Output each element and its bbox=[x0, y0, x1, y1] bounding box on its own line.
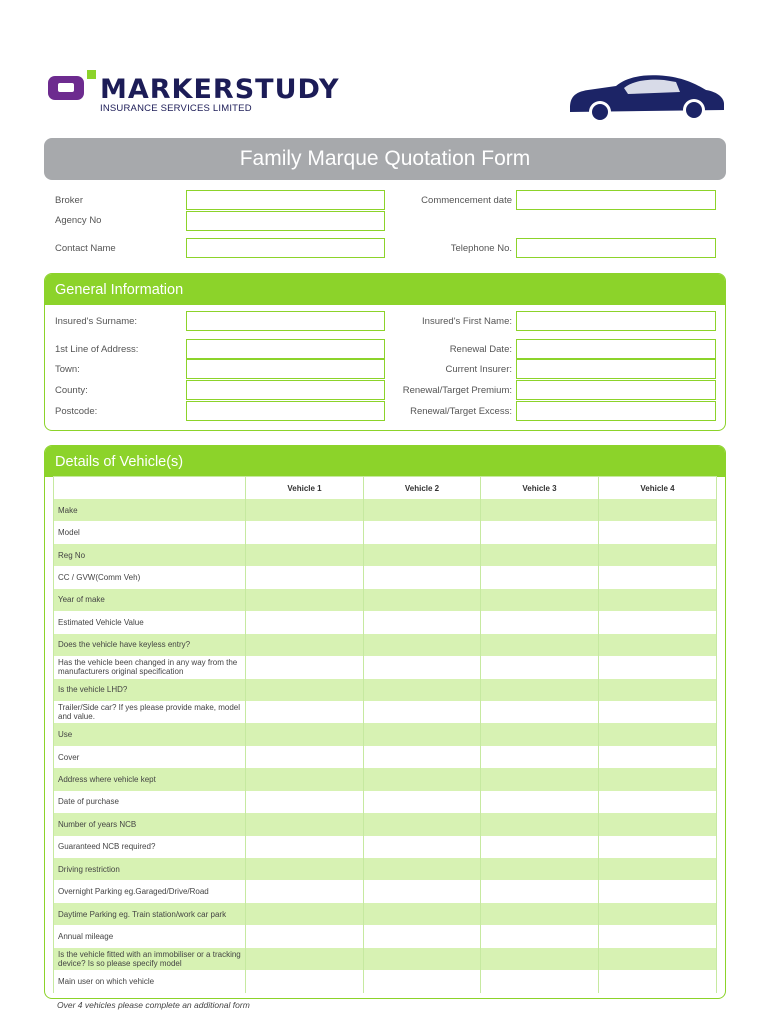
vehicle-details-table bbox=[53, 476, 717, 993]
vehicle-value-cell[interactable] bbox=[481, 634, 599, 656]
vehicle-table-row bbox=[54, 970, 717, 992]
vehicle-row-label: Number of years NCB bbox=[54, 813, 246, 835]
vehicle-table-row bbox=[54, 948, 717, 970]
vehicle-value-cell[interactable] bbox=[481, 656, 599, 678]
vehicle-value-cell[interactable] bbox=[364, 948, 481, 970]
vehicle-value-cell[interactable] bbox=[481, 791, 599, 813]
vehicle-value-cell[interactable] bbox=[481, 880, 599, 902]
vehicle-column-header: Vehicle 2 bbox=[364, 477, 481, 500]
contact-name-field[interactable] bbox=[186, 238, 385, 258]
vehicle-row-label: Date of purchase bbox=[54, 791, 246, 813]
vehicle-value-cell[interactable] bbox=[246, 634, 364, 656]
vehicle-row-label: Guaranteed NCB required? bbox=[54, 836, 246, 858]
vehicle-value-cell[interactable] bbox=[481, 723, 599, 745]
vehicle-table-row bbox=[54, 925, 717, 947]
vehicle-value-cell[interactable] bbox=[481, 858, 599, 880]
brand-name: MARKERSTUDY bbox=[100, 74, 340, 105]
vehicle-row-label: Does the vehicle have keyless entry? bbox=[54, 634, 246, 656]
vehicle-value-cell[interactable] bbox=[599, 880, 717, 902]
renewal-premium-field[interactable] bbox=[516, 380, 716, 400]
vehicle-value-cell[interactable] bbox=[481, 566, 599, 588]
vehicle-table-row bbox=[54, 521, 717, 543]
vehicle-table-row bbox=[54, 813, 717, 835]
vehicle-value-cell[interactable] bbox=[364, 880, 481, 902]
vehicle-value-cell[interactable] bbox=[599, 813, 717, 835]
vehicle-value-cell[interactable] bbox=[481, 521, 599, 543]
vehicle-table-row bbox=[54, 791, 717, 813]
vehicle-value-cell[interactable] bbox=[364, 611, 481, 633]
vehicle-value-cell[interactable] bbox=[599, 656, 717, 678]
vehicle-value-cell[interactable] bbox=[246, 566, 364, 588]
vehicle-table-row bbox=[54, 723, 717, 745]
renewal-date-label: Renewal Date: bbox=[449, 344, 512, 355]
vehicle-table-row bbox=[54, 634, 717, 656]
car-icon bbox=[566, 72, 728, 124]
insured-first-name-field[interactable] bbox=[516, 311, 716, 331]
vehicle-row-label: Reg No bbox=[54, 544, 246, 566]
vehicle-value-cell[interactable] bbox=[599, 948, 717, 970]
vehicle-value-cell[interactable] bbox=[246, 925, 364, 947]
vehicle-details-heading: Details of Vehicle(s) bbox=[45, 446, 725, 477]
current-insurer-label: Current Insurer: bbox=[445, 364, 512, 375]
vehicle-value-cell[interactable] bbox=[364, 746, 481, 768]
vehicle-value-cell[interactable] bbox=[246, 880, 364, 902]
postcode-label: Postcode: bbox=[55, 406, 98, 417]
county-field[interactable] bbox=[186, 380, 385, 400]
vehicle-value-cell[interactable] bbox=[364, 970, 481, 992]
commencement-date-label: Commencement date bbox=[421, 195, 512, 206]
renewal-excess-field[interactable] bbox=[516, 401, 716, 421]
vehicle-value-cell[interactable] bbox=[599, 566, 717, 588]
vehicle-value-cell[interactable] bbox=[364, 791, 481, 813]
vehicle-value-cell[interactable] bbox=[246, 521, 364, 543]
telephone-label: Telephone No. bbox=[450, 243, 512, 254]
vehicle-row-label: Address where vehicle kept bbox=[54, 768, 246, 790]
commencement-date-field[interactable] bbox=[516, 190, 716, 210]
renewal-date-field[interactable] bbox=[516, 339, 716, 359]
vehicle-value-cell[interactable] bbox=[364, 858, 481, 880]
vehicle-value-cell[interactable] bbox=[481, 925, 599, 947]
vehicle-value-cell[interactable] bbox=[599, 611, 717, 633]
vehicle-row-label: Model bbox=[54, 521, 246, 543]
renewal-excess-label: Renewal/Target Excess: bbox=[410, 406, 512, 417]
town-field[interactable] bbox=[186, 359, 385, 379]
insured-surname-field[interactable] bbox=[186, 311, 385, 331]
footnote: Over 4 vehicles please complete an additional form bbox=[57, 1000, 250, 1010]
vehicle-value-cell[interactable] bbox=[364, 925, 481, 947]
address-line1-field[interactable] bbox=[186, 339, 385, 359]
vehicle-value-cell[interactable] bbox=[599, 903, 717, 925]
form-title: Family Marque Quotation Form bbox=[239, 147, 531, 170]
vehicle-value-cell[interactable] bbox=[481, 679, 599, 701]
vehicle-row-label: Use bbox=[54, 723, 246, 745]
vehicle-value-cell[interactable] bbox=[364, 836, 481, 858]
vehicle-value-cell[interactable] bbox=[246, 791, 364, 813]
vehicle-value-cell[interactable] bbox=[481, 701, 599, 723]
vehicle-value-cell[interactable] bbox=[481, 768, 599, 790]
row-label-header bbox=[54, 477, 246, 500]
vehicle-value-cell[interactable] bbox=[481, 948, 599, 970]
broker-label: Broker bbox=[55, 195, 83, 206]
vehicle-table-row bbox=[54, 544, 717, 566]
vehicle-value-cell[interactable] bbox=[364, 903, 481, 925]
vehicle-value-cell[interactable] bbox=[481, 746, 599, 768]
markerstudy-logo-icon bbox=[46, 68, 100, 106]
vehicle-value-cell[interactable] bbox=[246, 611, 364, 633]
vehicle-row-label: Is the vehicle LHD? bbox=[54, 679, 246, 701]
vehicle-value-cell[interactable] bbox=[364, 656, 481, 678]
form-title-bar bbox=[44, 138, 726, 180]
vehicle-table-row bbox=[54, 880, 717, 902]
contact-name-label: Contact Name bbox=[55, 243, 116, 254]
insured-surname-label: Insured's Surname: bbox=[55, 316, 138, 327]
vehicle-value-cell[interactable] bbox=[246, 858, 364, 880]
vehicle-value-cell[interactable] bbox=[364, 544, 481, 566]
vehicle-value-cell[interactable] bbox=[246, 544, 364, 566]
vehicle-table-row bbox=[54, 746, 717, 768]
vehicle-table-row bbox=[54, 858, 717, 880]
vehicle-value-cell[interactable] bbox=[481, 836, 599, 858]
postcode-field[interactable] bbox=[186, 401, 385, 421]
vehicle-value-cell[interactable] bbox=[599, 791, 717, 813]
vehicle-value-cell[interactable] bbox=[481, 544, 599, 566]
vehicle-row-label: Cover bbox=[54, 746, 246, 768]
vehicle-table-row bbox=[54, 836, 717, 858]
vehicle-table-row bbox=[54, 701, 717, 723]
vehicle-value-cell[interactable] bbox=[481, 499, 599, 521]
vehicle-value-cell[interactable] bbox=[364, 634, 481, 656]
vehicle-value-cell[interactable] bbox=[246, 903, 364, 925]
vehicle-value-cell[interactable] bbox=[246, 701, 364, 723]
vehicle-value-cell[interactable] bbox=[364, 589, 481, 611]
vehicle-value-cell[interactable] bbox=[246, 499, 364, 521]
vehicle-value-cell[interactable] bbox=[246, 656, 364, 678]
insured-first-name-label: Insured's First Name: bbox=[422, 316, 512, 327]
vehicle-value-cell[interactable] bbox=[364, 768, 481, 790]
county-label: County: bbox=[55, 385, 88, 396]
vehicle-value-cell[interactable] bbox=[364, 813, 481, 835]
vehicle-column-header: Vehicle 3 bbox=[481, 477, 599, 500]
vehicle-row-label: Driving restriction bbox=[54, 858, 246, 880]
vehicle-value-cell[interactable] bbox=[599, 836, 717, 858]
vehicle-value-cell[interactable] bbox=[599, 679, 717, 701]
vehicle-row-label: Estimated Vehicle Value bbox=[54, 611, 246, 633]
vehicle-table-row bbox=[54, 903, 717, 925]
vehicle-value-cell[interactable] bbox=[599, 701, 717, 723]
vehicle-row-label: Is the vehicle fitted with an immobiliser or a tracking device? Is so please specify model bbox=[54, 948, 246, 970]
vehicle-value-cell[interactable] bbox=[481, 903, 599, 925]
vehicle-value-cell[interactable] bbox=[246, 589, 364, 611]
vehicle-value-cell[interactable] bbox=[599, 544, 717, 566]
broker-field[interactable] bbox=[186, 190, 385, 210]
vehicle-value-cell[interactable] bbox=[246, 970, 364, 992]
vehicle-value-cell[interactable] bbox=[364, 723, 481, 745]
vehicle-row-label: Make bbox=[54, 499, 246, 521]
vehicle-value-cell[interactable] bbox=[481, 813, 599, 835]
vehicle-value-cell[interactable] bbox=[481, 589, 599, 611]
vehicle-row-label: Annual mileage bbox=[54, 925, 246, 947]
vehicle-value-cell[interactable] bbox=[599, 925, 717, 947]
vehicle-value-cell[interactable] bbox=[364, 499, 481, 521]
vehicle-row-label: Year of make bbox=[54, 589, 246, 611]
vehicle-row-label: Daytime Parking eg. Train station/work car park bbox=[54, 903, 246, 925]
vehicle-row-label: Main user on which vehicle bbox=[54, 970, 246, 992]
renewal-premium-label: Renewal/Target Premium: bbox=[402, 385, 512, 396]
vehicle-value-cell[interactable] bbox=[246, 723, 364, 745]
vehicle-value-cell[interactable] bbox=[246, 768, 364, 790]
vehicle-table-row bbox=[54, 499, 717, 521]
vehicle-header-row bbox=[54, 477, 717, 500]
vehicle-value-cell[interactable] bbox=[481, 611, 599, 633]
vehicle-table-row bbox=[54, 656, 717, 678]
vehicle-table-row bbox=[54, 611, 717, 633]
vehicle-value-cell[interactable] bbox=[599, 499, 717, 521]
vehicle-value-cell[interactable] bbox=[246, 813, 364, 835]
vehicle-value-cell[interactable] bbox=[364, 701, 481, 723]
vehicle-row-label: CC / GVW(Comm Veh) bbox=[54, 566, 246, 588]
vehicle-row-label: Has the vehicle been changed in any way from the manufacturers original specification bbox=[54, 656, 246, 678]
agency-no-label: Agency No bbox=[55, 215, 102, 226]
vehicle-table-row bbox=[54, 589, 717, 611]
vehicle-value-cell[interactable] bbox=[599, 589, 717, 611]
telephone-field[interactable] bbox=[516, 238, 716, 258]
vehicle-value-cell[interactable] bbox=[599, 723, 717, 745]
town-label: Town: bbox=[55, 364, 80, 375]
address-line1-label: 1st Line of Address: bbox=[55, 344, 139, 355]
vehicle-value-cell[interactable] bbox=[599, 634, 717, 656]
vehicle-value-cell[interactable] bbox=[246, 836, 364, 858]
vehicle-row-label: Trailer/Side car? If yes please provide make, model and value. bbox=[54, 701, 246, 723]
vehicle-table-row bbox=[54, 679, 717, 701]
current-insurer-field[interactable] bbox=[516, 359, 716, 379]
vehicle-value-cell[interactable] bbox=[599, 970, 717, 992]
vehicle-value-cell[interactable] bbox=[599, 858, 717, 880]
vehicle-value-cell[interactable] bbox=[599, 746, 717, 768]
vehicle-value-cell[interactable] bbox=[364, 566, 481, 588]
vehicle-value-cell[interactable] bbox=[246, 746, 364, 768]
vehicle-column-header: Vehicle 1 bbox=[246, 477, 364, 500]
vehicle-table-row bbox=[54, 566, 717, 588]
vehicle-value-cell[interactable] bbox=[246, 679, 364, 701]
vehicle-row-label: Overnight Parking eg.Garaged/Drive/Road bbox=[54, 880, 246, 902]
vehicle-value-cell[interactable] bbox=[364, 521, 481, 543]
vehicle-value-cell[interactable] bbox=[599, 768, 717, 790]
agency-no-field[interactable] bbox=[186, 211, 385, 231]
vehicle-value-cell[interactable] bbox=[364, 679, 481, 701]
vehicle-column-header: Vehicle 4 bbox=[599, 477, 717, 500]
general-information-heading: General Information bbox=[45, 274, 725, 305]
vehicle-value-cell[interactable] bbox=[599, 521, 717, 543]
vehicle-value-cell[interactable] bbox=[246, 948, 364, 970]
vehicle-table-row bbox=[54, 768, 717, 790]
vehicle-value-cell[interactable] bbox=[481, 970, 599, 992]
brand-subtitle: INSURANCE SERVICES LIMITED bbox=[100, 103, 252, 114]
